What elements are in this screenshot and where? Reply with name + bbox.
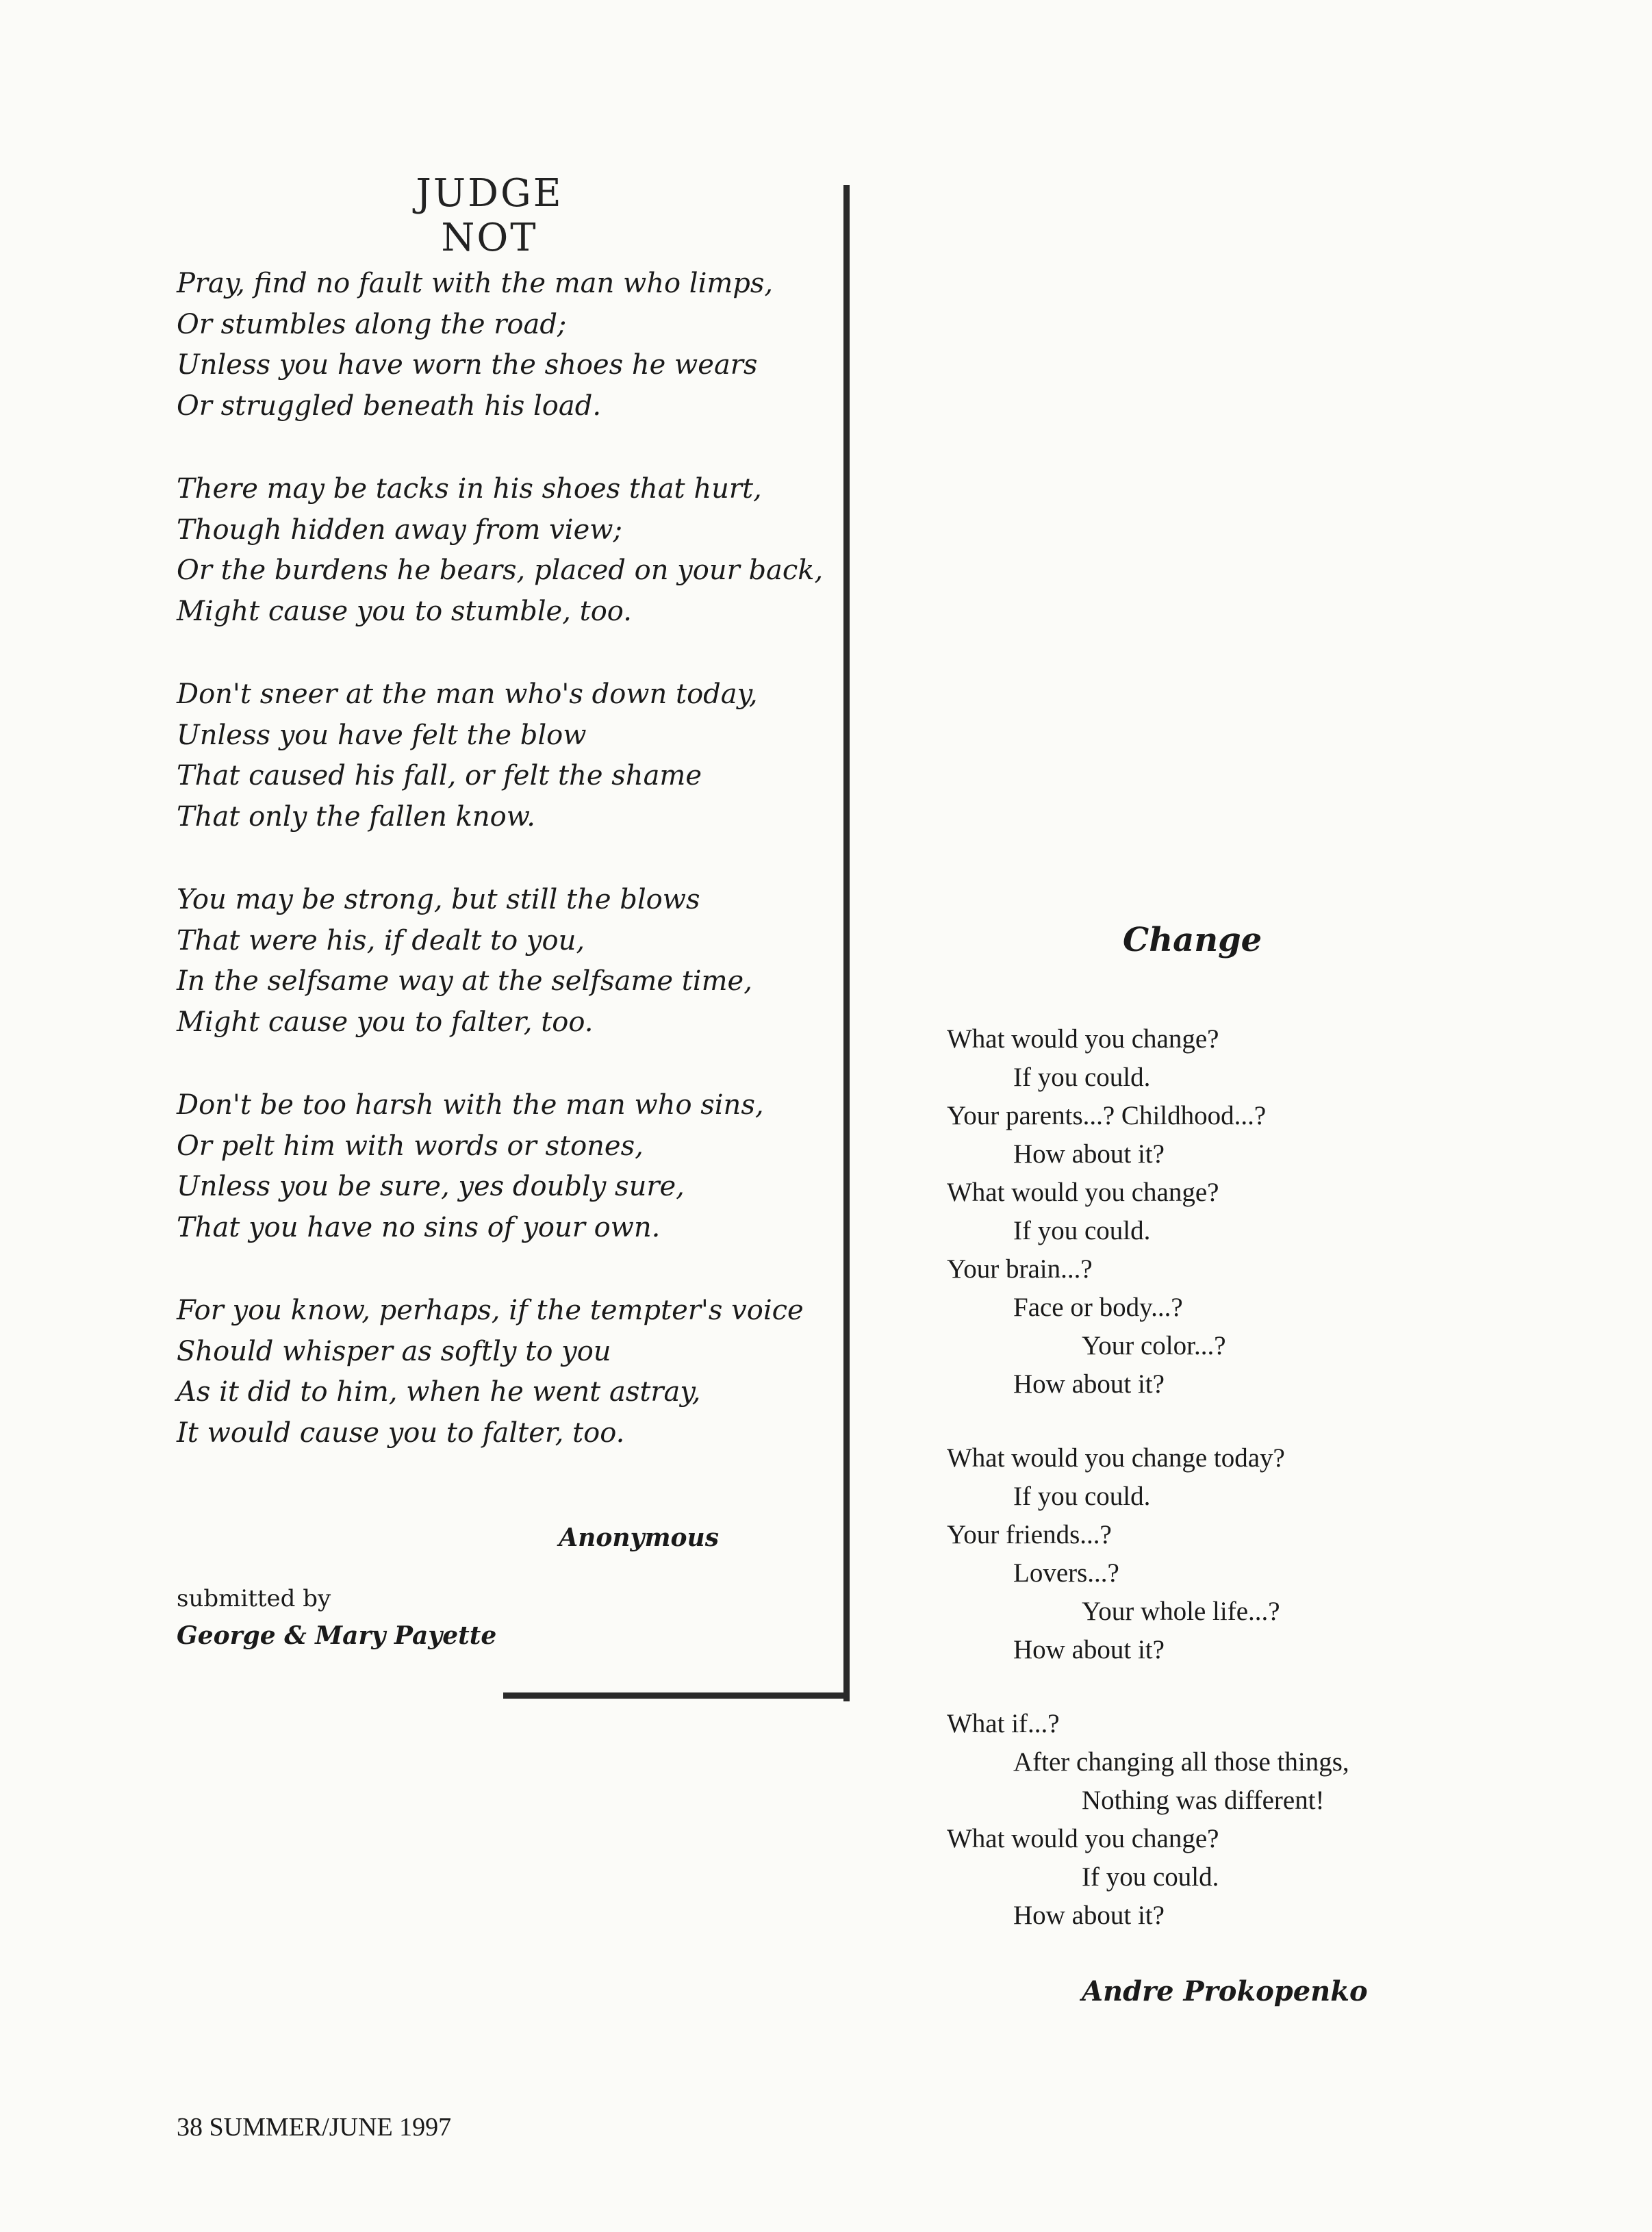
page-footer: 38 SUMMER/JUNE 1997 [177, 2113, 452, 2142]
poem-line: Don't be too harsh with the man who sins, [177, 1089, 764, 1121]
poem-line: Nothing was different! [1082, 1786, 1325, 1815]
poem-line: Your parents...? Childhood...? [947, 1101, 1267, 1130]
submitted-by-label: submitted by [177, 1585, 331, 1612]
poem-line: If you could. [1013, 1216, 1151, 1245]
stanza-break [947, 1669, 1563, 1705]
poem-line: Your friends...? [947, 1520, 1112, 1549]
stanza-break [947, 1404, 1563, 1439]
poem-line: Unless you have worn the shoes he wears [177, 349, 758, 381]
poem-line: Should whisper as softly to you [177, 1335, 611, 1367]
poem-line: How about it? [1013, 1139, 1165, 1169]
poem-line: How about it? [1013, 1369, 1165, 1399]
poem-line: In the selfsame way at the selfsame time, [177, 965, 752, 997]
judge-not-title: JUDGE NOT [416, 171, 563, 260]
poem-line: As it did to him, when he went astray, [177, 1376, 701, 1408]
judge-not-poem [177, 264, 827, 1496]
frame-horizontal-rule [503, 1692, 850, 1699]
poem-line: What would you change? [947, 1178, 1219, 1207]
poem-line: Or pelt him with words or stones, [177, 1130, 644, 1162]
poem-line: You may be strong, but still the blows [177, 884, 700, 915]
frame-vertical-rule [843, 185, 850, 1701]
poem-line: That only the fallen know. [177, 800, 535, 833]
change-poem [947, 1020, 1563, 1935]
poem-line: Your whole life...? [1082, 1597, 1280, 1626]
poem-line: There may be tacks in his shoes that hurt, [177, 473, 762, 505]
poem-line: How about it? [1013, 1635, 1165, 1664]
poem-line: Unless you have felt the blow [177, 719, 587, 751]
stanza [177, 469, 827, 632]
poem-line: If you could. [1082, 1862, 1219, 1892]
poem-line: Your brain...? [947, 1254, 1093, 1284]
poem-line: What if...? [947, 1709, 1060, 1738]
poem-line: Though hidden away from view; [177, 513, 622, 546]
poem-line: Might cause you to stumble, too. [177, 595, 632, 627]
stanza [177, 674, 827, 837]
poem-line: It would cause you to falter, too. [177, 1417, 625, 1449]
stanza [177, 1085, 827, 1248]
poem-line: That caused his fall, or felt the shame [177, 760, 702, 791]
poem-line: Unless you be sure, yes doubly sure, [177, 1171, 685, 1202]
poem-line: What would you change? [947, 1024, 1219, 1054]
poem-line: Face or body...? [1013, 1293, 1183, 1322]
judge-not-author: Anonymous [559, 1523, 719, 1552]
poem-line: Lovers...? [1013, 1558, 1119, 1588]
poem-line: That were his, if dealt to you, [177, 924, 585, 956]
stanza [177, 880, 827, 1043]
poem-line: If you could. [1013, 1482, 1151, 1511]
poem-line: What would you change today? [947, 1443, 1285, 1473]
poem-line: How about it? [1013, 1901, 1165, 1930]
poem-line: Might cause you to falter, too. [177, 1006, 594, 1038]
poem-line: Don't sneer at the man who's down today, [177, 679, 758, 710]
poem-line: What would you change? [947, 1824, 1219, 1853]
poem-line: That you have no sins of your own. [177, 1211, 661, 1243]
poem-line: Or the burdens he bears, placed on your back, [177, 555, 824, 586]
poem-line: Pray, find no fault with the man who limps, [177, 268, 774, 299]
poem-line: Or struggled beneath his load. [177, 390, 602, 422]
poem-line: After changing all those things, [1013, 1747, 1349, 1777]
poem-line: If you could. [1013, 1063, 1151, 1092]
change-title: Change [1123, 921, 1262, 959]
poem-line: For you know, perhaps, if the tempter's voice [177, 1295, 804, 1326]
poem-line: Or stumbles along the road; [177, 308, 567, 340]
submitters-names: George & Mary Payette [177, 1621, 497, 1650]
stanza [177, 264, 827, 427]
stanza [177, 1291, 827, 1454]
poem-line: Your color...? [1082, 1331, 1226, 1360]
change-author: Andre Prokopenko [1082, 1975, 1368, 2007]
